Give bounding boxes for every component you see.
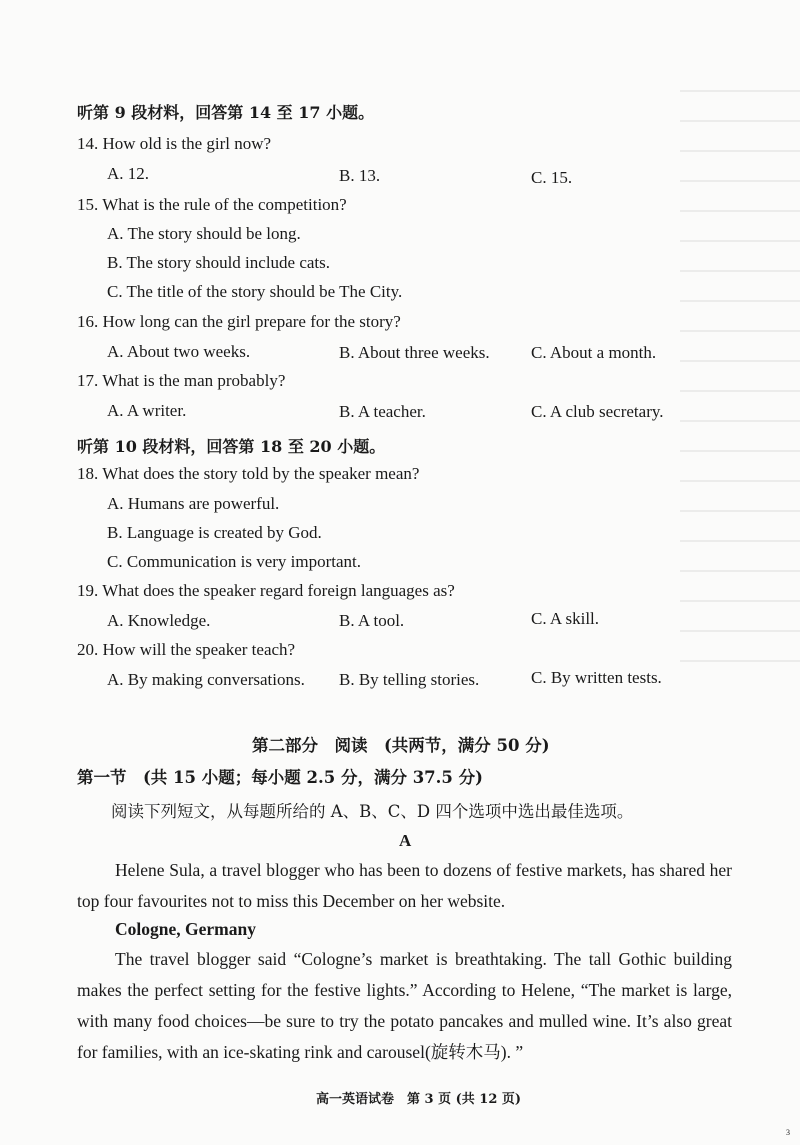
q15-option-b: B. The story should include cats. bbox=[107, 253, 331, 272]
passage-body: The travel blogger said “Cologne’s market is breathtaking. The tall Gothic building makes the perfect setting for the festive lights.” According to Helene, “The market is large, with many food choices—be sure to try the potato pancakes and mulled wine. It’s also great for families, with an ice-skating rink and carousel(旋转木马). ” bbox=[77, 949, 732, 1062]
q18-option-a: A. Humans are powerful. bbox=[107, 494, 280, 513]
q18-option-c: C. Communication is very important. bbox=[107, 552, 362, 571]
bleed-through-texture bbox=[680, 90, 800, 690]
question-16: 16. How long can the girl prepare for the story? bbox=[77, 312, 401, 331]
q17-option-a: A. A writer. bbox=[107, 401, 187, 420]
q20-option-b: B. By telling stories. bbox=[339, 670, 480, 689]
q14-option-a: A. 12. bbox=[107, 164, 150, 183]
q16-option-c: C. About a month. bbox=[531, 343, 657, 362]
question-18: 18. What does the story told by the speaker mean? bbox=[77, 464, 420, 483]
question-14: 14. How old is the girl now? bbox=[77, 134, 272, 153]
question-17: 17. What is the man probably? bbox=[77, 371, 286, 390]
q14-option-c: C. 15. bbox=[531, 168, 573, 187]
q19-option-a: A. Knowledge. bbox=[107, 611, 211, 630]
section-9-header: 听第 9 段材料，回答第 14 至 17 小题。 bbox=[77, 103, 375, 122]
passage-subheading: Cologne, Germany bbox=[115, 919, 256, 939]
passage-intro: Helene Sula, a travel blogger who has been to dozens of festive markets, has shared her top four favourites not to miss this December on her website. bbox=[77, 860, 732, 911]
q19-option-b: B. A tool. bbox=[339, 611, 405, 630]
question-20: 20. How will the speaker teach? bbox=[77, 640, 296, 659]
q16-option-b: B. About three weeks. bbox=[339, 343, 490, 362]
question-15: 15. What is the rule of the competition? bbox=[77, 195, 347, 214]
corner-page-number: 3 bbox=[786, 1128, 790, 1137]
q14-option-b: B. 13. bbox=[339, 166, 381, 185]
q17-option-b: B. A teacher. bbox=[339, 402, 426, 421]
q18-option-b: B. Language is created by God. bbox=[107, 523, 322, 542]
q20-option-c: C. By written tests. bbox=[531, 668, 662, 687]
q15-option-a: A. The story should be long. bbox=[107, 224, 301, 243]
question-19: 19. What does the speaker regard foreign languages as? bbox=[77, 581, 455, 600]
part-two-title: 第二部分 阅读 (共两节，满分 50 分) bbox=[252, 736, 550, 755]
passage-letter: A bbox=[399, 831, 412, 850]
reading-instruction: 阅读下列短文，从每题所给的 A、B、C、D 四个选项中选出最佳选项。 bbox=[111, 802, 634, 821]
q19-option-c: C. A skill. bbox=[531, 609, 600, 628]
q20-option-a: A. By making conversations. bbox=[107, 670, 305, 689]
q16-option-a: A. About two weeks. bbox=[107, 342, 251, 361]
section-10-header: 听第 10 段材料，回答第 18 至 20 小题。 bbox=[77, 437, 386, 456]
q17-option-c: C. A club secretary. bbox=[531, 402, 664, 421]
page-footer: 高一英语试卷 第 3 页 (共 12 页) bbox=[316, 1092, 522, 1107]
section-one-title: 第一节 (共 15 小题；每小题 2.5 分，满分 37.5 分) bbox=[77, 768, 483, 787]
q15-option-c: C. The title of the story should be The City. bbox=[107, 282, 403, 301]
